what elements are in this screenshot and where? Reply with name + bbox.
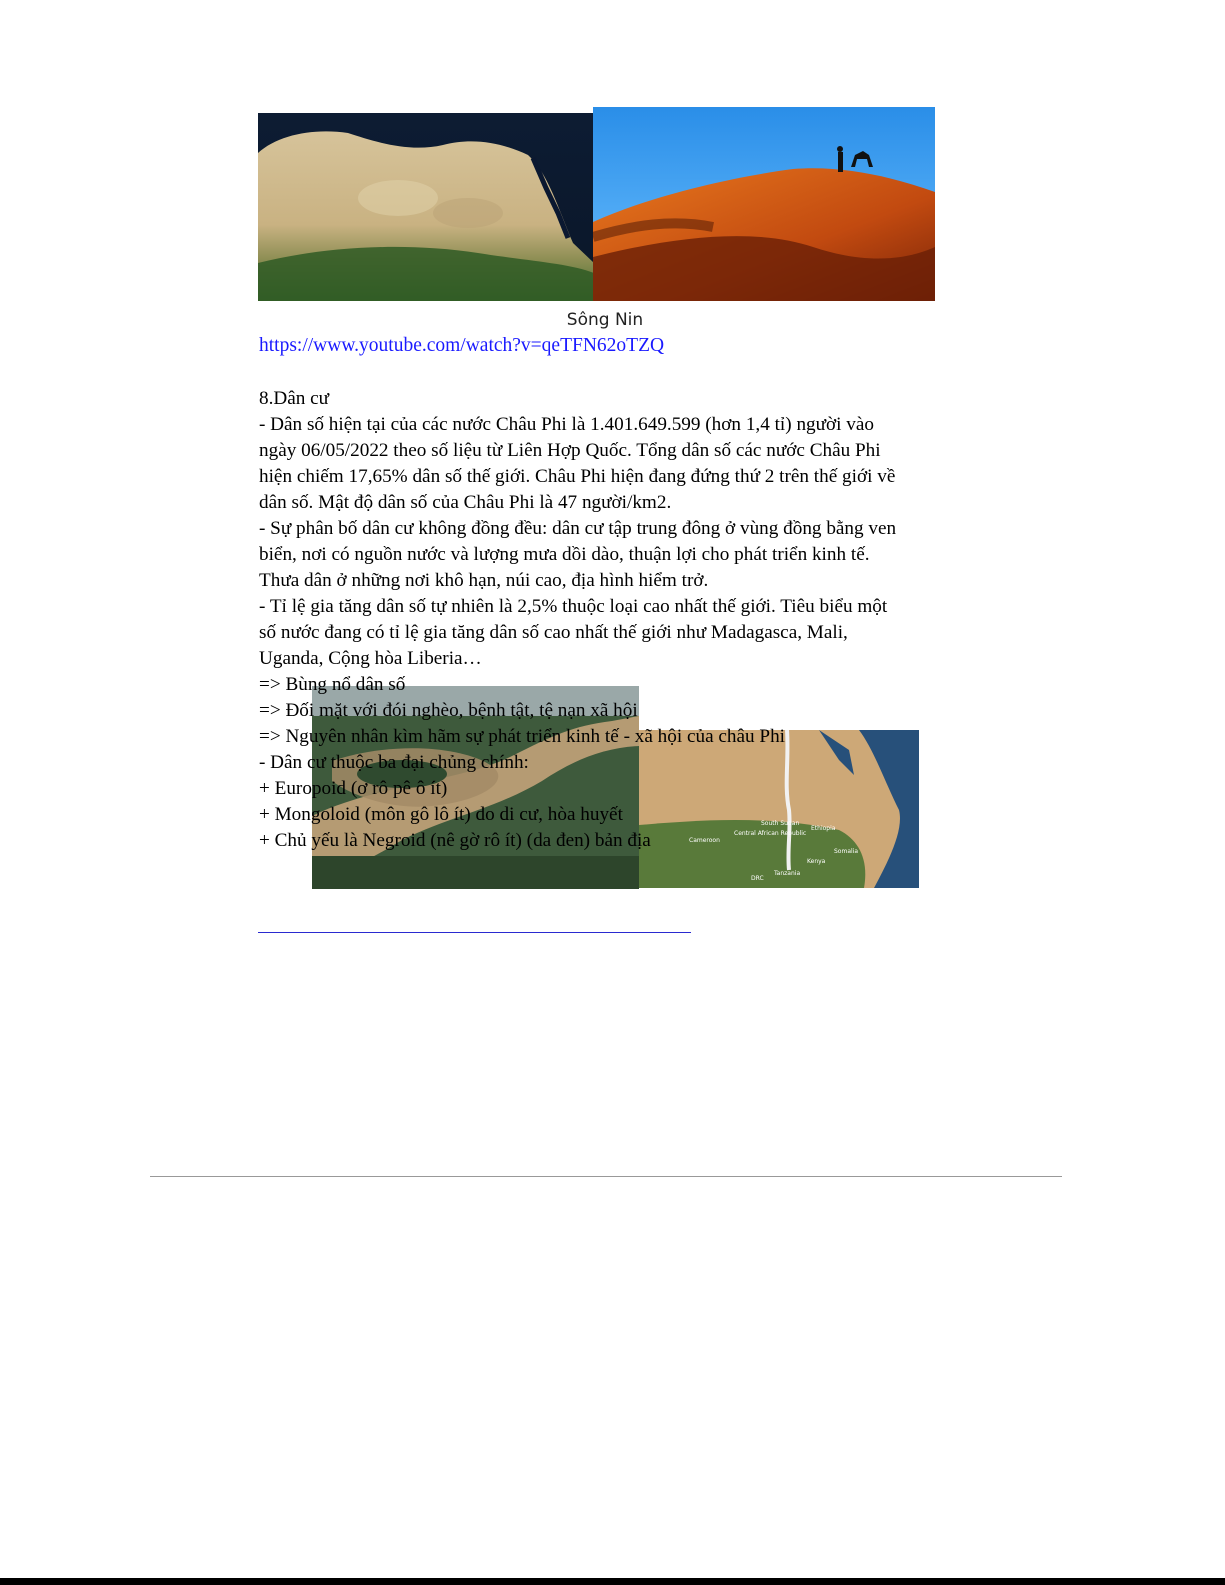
text-line: + Europoid (ơ rô pê ô ít) [259, 778, 448, 799]
youtube-link[interactable]: https://www.youtube.com/watch?v=qeTFN62oTZQ [259, 335, 665, 356]
text-line: Thưa dân ở những nơi khô hạn, núi cao, địa hình hiểm trở. [259, 570, 709, 591]
section-heading: 8.Dân cư [259, 388, 330, 409]
text-line: => Bùng nổ dân số [259, 674, 406, 695]
population-section [259, 386, 959, 854]
desert-dunes-image [593, 107, 935, 301]
text-line: số nước đang có tỉ lệ gia tăng dân số cao nhất thế giới như Madagasca, Mali, [259, 622, 848, 643]
text-line: + Chủ yếu là Negroid (nê gờ rô ít) (da đen) bản địa [259, 830, 651, 851]
map-label-ethiopia: Ethiopia [811, 825, 836, 832]
map-label-car: Central African Republic [734, 830, 807, 837]
link-underline-rule [258, 932, 691, 933]
text-line: => Nguyên nhân kìm hãm sự phát triển kinh tế - xã hội của châu Phi [259, 726, 786, 747]
text-line: hiện chiếm 17,65% dân số thế giới. Châu Phi hiện đang đứng thứ 2 trên thế giới về [259, 466, 896, 487]
north-africa-satellite-image [258, 113, 594, 301]
map-label-kenya: Kenya [807, 858, 826, 865]
text-line: Uganda, Cộng hòa Liberia… [259, 648, 482, 669]
map-label-tanzania: Tanzania [774, 870, 801, 877]
map-label-south-sudan: South Sudan [761, 820, 800, 827]
text-line: ngày 06/05/2022 theo số liệu từ Liên Hợp Quốc. Tổng dân số các nước Châu Phi [259, 440, 881, 461]
text-line: biển, nơi có nguồn nước và lượng mưa dồi dào, thuận lợi cho phát triển kinh tế. [259, 544, 870, 565]
text-line: - Tỉ lệ gia tăng dân số tự nhiên là 2,5% thuộc loại cao nhất thế giới. Tiêu biểu một [259, 596, 888, 617]
text-line: - Sự phân bố dân cư không đồng đều: dân cư tập trung đông ở vùng đồng bằng ven [259, 518, 897, 539]
text-line: => Đối mặt với đói nghèo, bệnh tật, tệ nạn xã hội [259, 700, 638, 721]
map-label-cameroon: Cameroon [689, 837, 720, 844]
bottom-bar [0, 1578, 1225, 1585]
text-line: - Dân số hiện tại của các nước Châu Phi là 1.401.649.599 (hơn 1,4 tỉ) người vào [259, 414, 875, 435]
map-label-somalia: Somalia [834, 848, 859, 855]
text-line: dân số. Mật độ dân số của Châu Phi là 47 người/km2. [259, 492, 672, 513]
page-divider [150, 1176, 1062, 1177]
text-line: + Mongoloid (môn gô lô ít) do di cư, hòa huyết [259, 804, 623, 825]
text-line: - Dân cư thuộc ba đại chủng chính: [259, 752, 529, 773]
image-caption: Sông Nin [566, 310, 644, 330]
map-label-drc: DRC [751, 875, 764, 882]
